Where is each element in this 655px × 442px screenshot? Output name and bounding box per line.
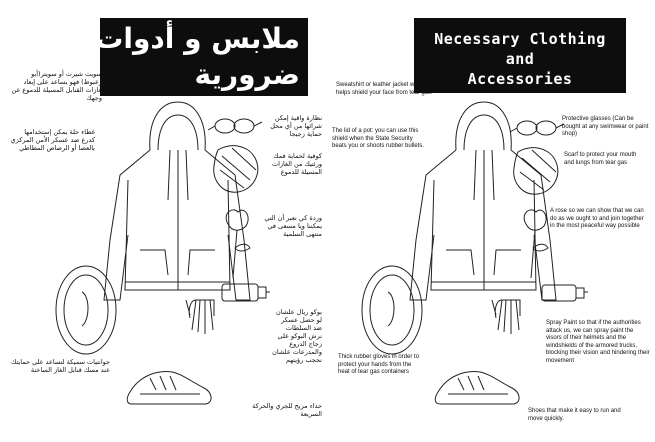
en-caption-gloves: Thick rubber gloves in order to protect your hands from the heat of tear gas containers — [338, 354, 420, 375]
lid-drawing — [56, 266, 116, 354]
ar-caption-lid: غطاء حلة يمكن إستخدامها كدرع ضد عسكر الأمن المركزي بالعصا أو الرصاص المطاطي — [10, 128, 95, 152]
ar-caption-jacket: سويت شيرت أو سويتر(أبو زعبوط) فهو يساعد على إبعاد غازات القنابل المسيلة للدموع عن وجهك — [11, 70, 102, 102]
gloves-drawing — [186, 300, 214, 334]
gloves-drawing — [492, 300, 520, 334]
goggles-drawing — [208, 119, 262, 133]
sneaker-drawing — [127, 372, 211, 404]
ar-caption-gloves: جوانتيات سميكة لتساعد على حمايتك عند مسك قنابل الغاز الساخنة — [11, 358, 110, 374]
en-caption-scarf: Scarf to protect your mouth and lungs from tear gas — [564, 152, 637, 166]
en-caption-goggles: Protective glasses (Can be bought at any swimwear or paint shop) — [562, 116, 649, 137]
en-caption-lid: The lid of a pot: you can use this shield when the State Security beats you or shoots rubber bullets. — [332, 128, 425, 149]
english-title-line2: and — [505, 50, 535, 68]
ar-caption-scarf: كوفية لحماية فمك ورئتيك من الغازات المسيلة للدموع — [271, 152, 322, 176]
en-caption-rose: A rose so we can show that we can do as we ought to and join together in the most peaceful way possible — [550, 208, 644, 229]
spray-can-drawing — [542, 285, 588, 301]
ar-caption-spray: بوكو ريال علشان لو حصل عسكر ضد السلطات نرش البوكو على زجاج الدروع والمدرعات علشان نحجب رؤيتهم — [272, 308, 322, 364]
en-caption-shoes: Shoes that make it easy to run and move quickly. — [528, 408, 621, 422]
english-title-line3: Accessories — [467, 70, 573, 88]
goggles-drawing — [510, 121, 564, 135]
lid-drawing — [362, 266, 422, 354]
spray-can-drawing — [222, 284, 270, 301]
hoodie-drawing — [104, 102, 250, 300]
arabic-title-line2: ضرورية — [194, 58, 300, 91]
ar-caption-shoes: حذاء مريح للجري والحركة السريعة — [252, 402, 322, 418]
sneaker-drawing — [435, 372, 519, 404]
en-caption-spray: Spray Paint so that if the authorities attack us, we can spray paint the visors of their helmets and the windshields of the armored trucks, blocking their vision and hindering their movement — [546, 320, 650, 364]
en-caption-jacket: Sweatshirt or leather jacket with a hood. This helps shield your face from tear gas. — [336, 82, 456, 96]
hoodie-drawing — [410, 102, 556, 300]
english-panel — [328, 0, 655, 442]
english-title-line1: Necessary Clothing — [434, 30, 606, 48]
arabic-title-line1: ملابس و أدوات — [95, 22, 300, 55]
scarf-drawing — [214, 146, 258, 193]
ar-caption-goggles: نظارة واقية إمكن شرائها من أي محل حماية زجيجا — [270, 114, 322, 138]
arabic-panel — [0, 0, 327, 442]
arabic-title-block — [95, 18, 308, 96]
ar-caption-rose: وردة كي نعبر أن التي يمكننا ويا مسعى في منتهى السلمية — [264, 214, 322, 238]
